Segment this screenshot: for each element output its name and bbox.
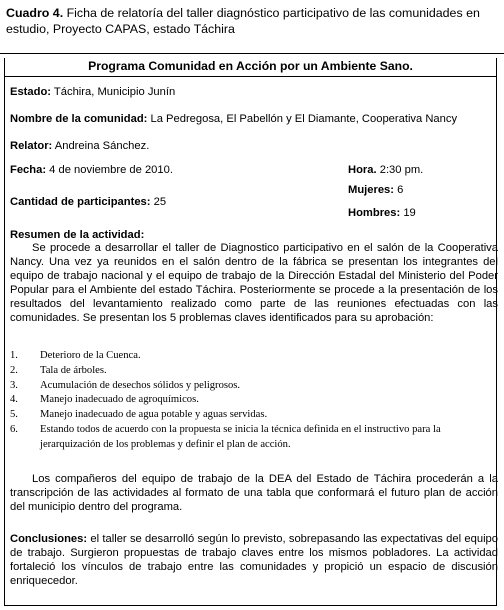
resumen-paragraph: Se procede a desarrollar el taller de Diagnostico participativo en el salón de la Cooperativa Nancy. Una vez ya reunidos en el salón dentro de la fábrica se presentan los integrantes del equipo de trabajo nacional y el equipo de trabajo de la Dirección Estadal del Ministerio del Poder Popular para el Ambiente del estado Táchira. Posteriormente se procede a la presentación de los resultados del levantamiento realizado como parte de las reuniones efectuadas con las comunidades. Se presentan los 5 problemas claves identificados para su aprobación: bbox=[10, 242, 498, 324]
list-item-number: 4. bbox=[10, 394, 18, 406]
hora-label: Hora. bbox=[348, 164, 377, 176]
list-item bbox=[10, 349, 500, 364]
resumen-label: Resumen de la actividad: bbox=[10, 229, 145, 241]
fecha-label: Fecha: bbox=[10, 164, 47, 176]
list-item-number: 1. bbox=[10, 350, 18, 361]
caption-text: Ficha de relatoría del taller diagnóstico participativo de las comunidades en estudio, Proyecto CAPAS, estado Táchira bbox=[6, 6, 480, 36]
conclusiones-paragraph bbox=[10, 532, 498, 588]
list-item-text: Manejo inadecuado de agua potable y aguas servidas. bbox=[40, 409, 268, 421]
table-caption bbox=[6, 6, 500, 37]
fecha-row bbox=[10, 163, 173, 177]
hombres-label: Hombres: bbox=[348, 207, 401, 219]
list-item bbox=[10, 393, 500, 408]
hora-row bbox=[348, 163, 423, 177]
list-item-text: Acumulación de desechos sólidos y peligrosos. bbox=[40, 379, 241, 391]
mujeres-label: Mujeres: bbox=[348, 184, 395, 196]
estado-value: Táchira, Municipio Junín bbox=[51, 86, 176, 98]
list-item-number: 3. bbox=[10, 379, 18, 391]
list-item-text: Estando todos de acuerdo con la propuesta se inicia la técnica definida en el instructivo para la jerarquización de los problemas y definir el plan de acción. bbox=[40, 423, 441, 450]
participantes-label: Cantidad de participantes: bbox=[10, 196, 151, 208]
comunidad-label: Nombre de la comunidad: bbox=[10, 113, 148, 125]
conclusiones-label: Conclusiones: bbox=[10, 533, 88, 545]
relator-row bbox=[10, 139, 149, 153]
list-item bbox=[10, 423, 500, 453]
problem-list bbox=[10, 349, 500, 453]
card-title: Programa Comunidad en Acción por un Ambiente Sano. bbox=[88, 59, 413, 73]
mujeres-row bbox=[348, 183, 403, 197]
participantes-value: 25 bbox=[150, 196, 167, 208]
resumen-heading bbox=[10, 228, 144, 242]
relator-label: Relator: bbox=[10, 140, 53, 152]
relator-value: Andreina Sánchez. bbox=[52, 140, 150, 152]
list-item bbox=[10, 379, 500, 394]
dea-paragraph: Los compañeros del equipo de trabajo de la DEA del Estado de Táchira procederán a la transcripción de las actividades al formato de una tabla que conformará el futuro plan de acción del municipio dentro del programa. bbox=[10, 473, 498, 513]
estado-row bbox=[10, 85, 175, 99]
comunidad-value: La Pedregosa, El Pabellón y El Diamante, Cooperativa Nancy bbox=[147, 113, 458, 125]
comunidad-row bbox=[10, 112, 457, 126]
caption-label: Cuadro 4. bbox=[6, 6, 64, 20]
list-item-text: Tala de árboles. bbox=[40, 364, 107, 376]
title-rule bbox=[4, 76, 497, 77]
hombres-value: 19 bbox=[400, 207, 416, 219]
fecha-value: 4 de noviembre de 2010. bbox=[46, 164, 173, 176]
conclusiones-text: el taller se desarrolló según lo previsto, sobrepasando las expectativas del equipo de trabajo. Surgieron propuestas de trabajo claves entre los mismos pobladores. La actividad fortaleció los vínculos de trabajo entre las comunidades y propició un espacio de discusión enriquecedor. bbox=[10, 533, 498, 587]
list-item-number: 5. bbox=[10, 409, 18, 421]
mujeres-value: 6 bbox=[394, 184, 404, 196]
hora-value: 2:30 pm. bbox=[376, 164, 424, 176]
participantes-row bbox=[10, 195, 166, 209]
hombres-row bbox=[348, 206, 416, 220]
list-item-number: 2. bbox=[10, 364, 18, 376]
list-item-number: 6. bbox=[10, 423, 18, 435]
list-item bbox=[10, 364, 500, 379]
top-rule bbox=[0, 53, 504, 54]
list-item-text: Deterioro de la Cuenca. bbox=[40, 350, 141, 361]
list-item bbox=[10, 408, 500, 423]
list-item-text: Manejo inadecuado de agroquímicos. bbox=[40, 394, 199, 406]
estado-label: Estado: bbox=[10, 86, 52, 98]
